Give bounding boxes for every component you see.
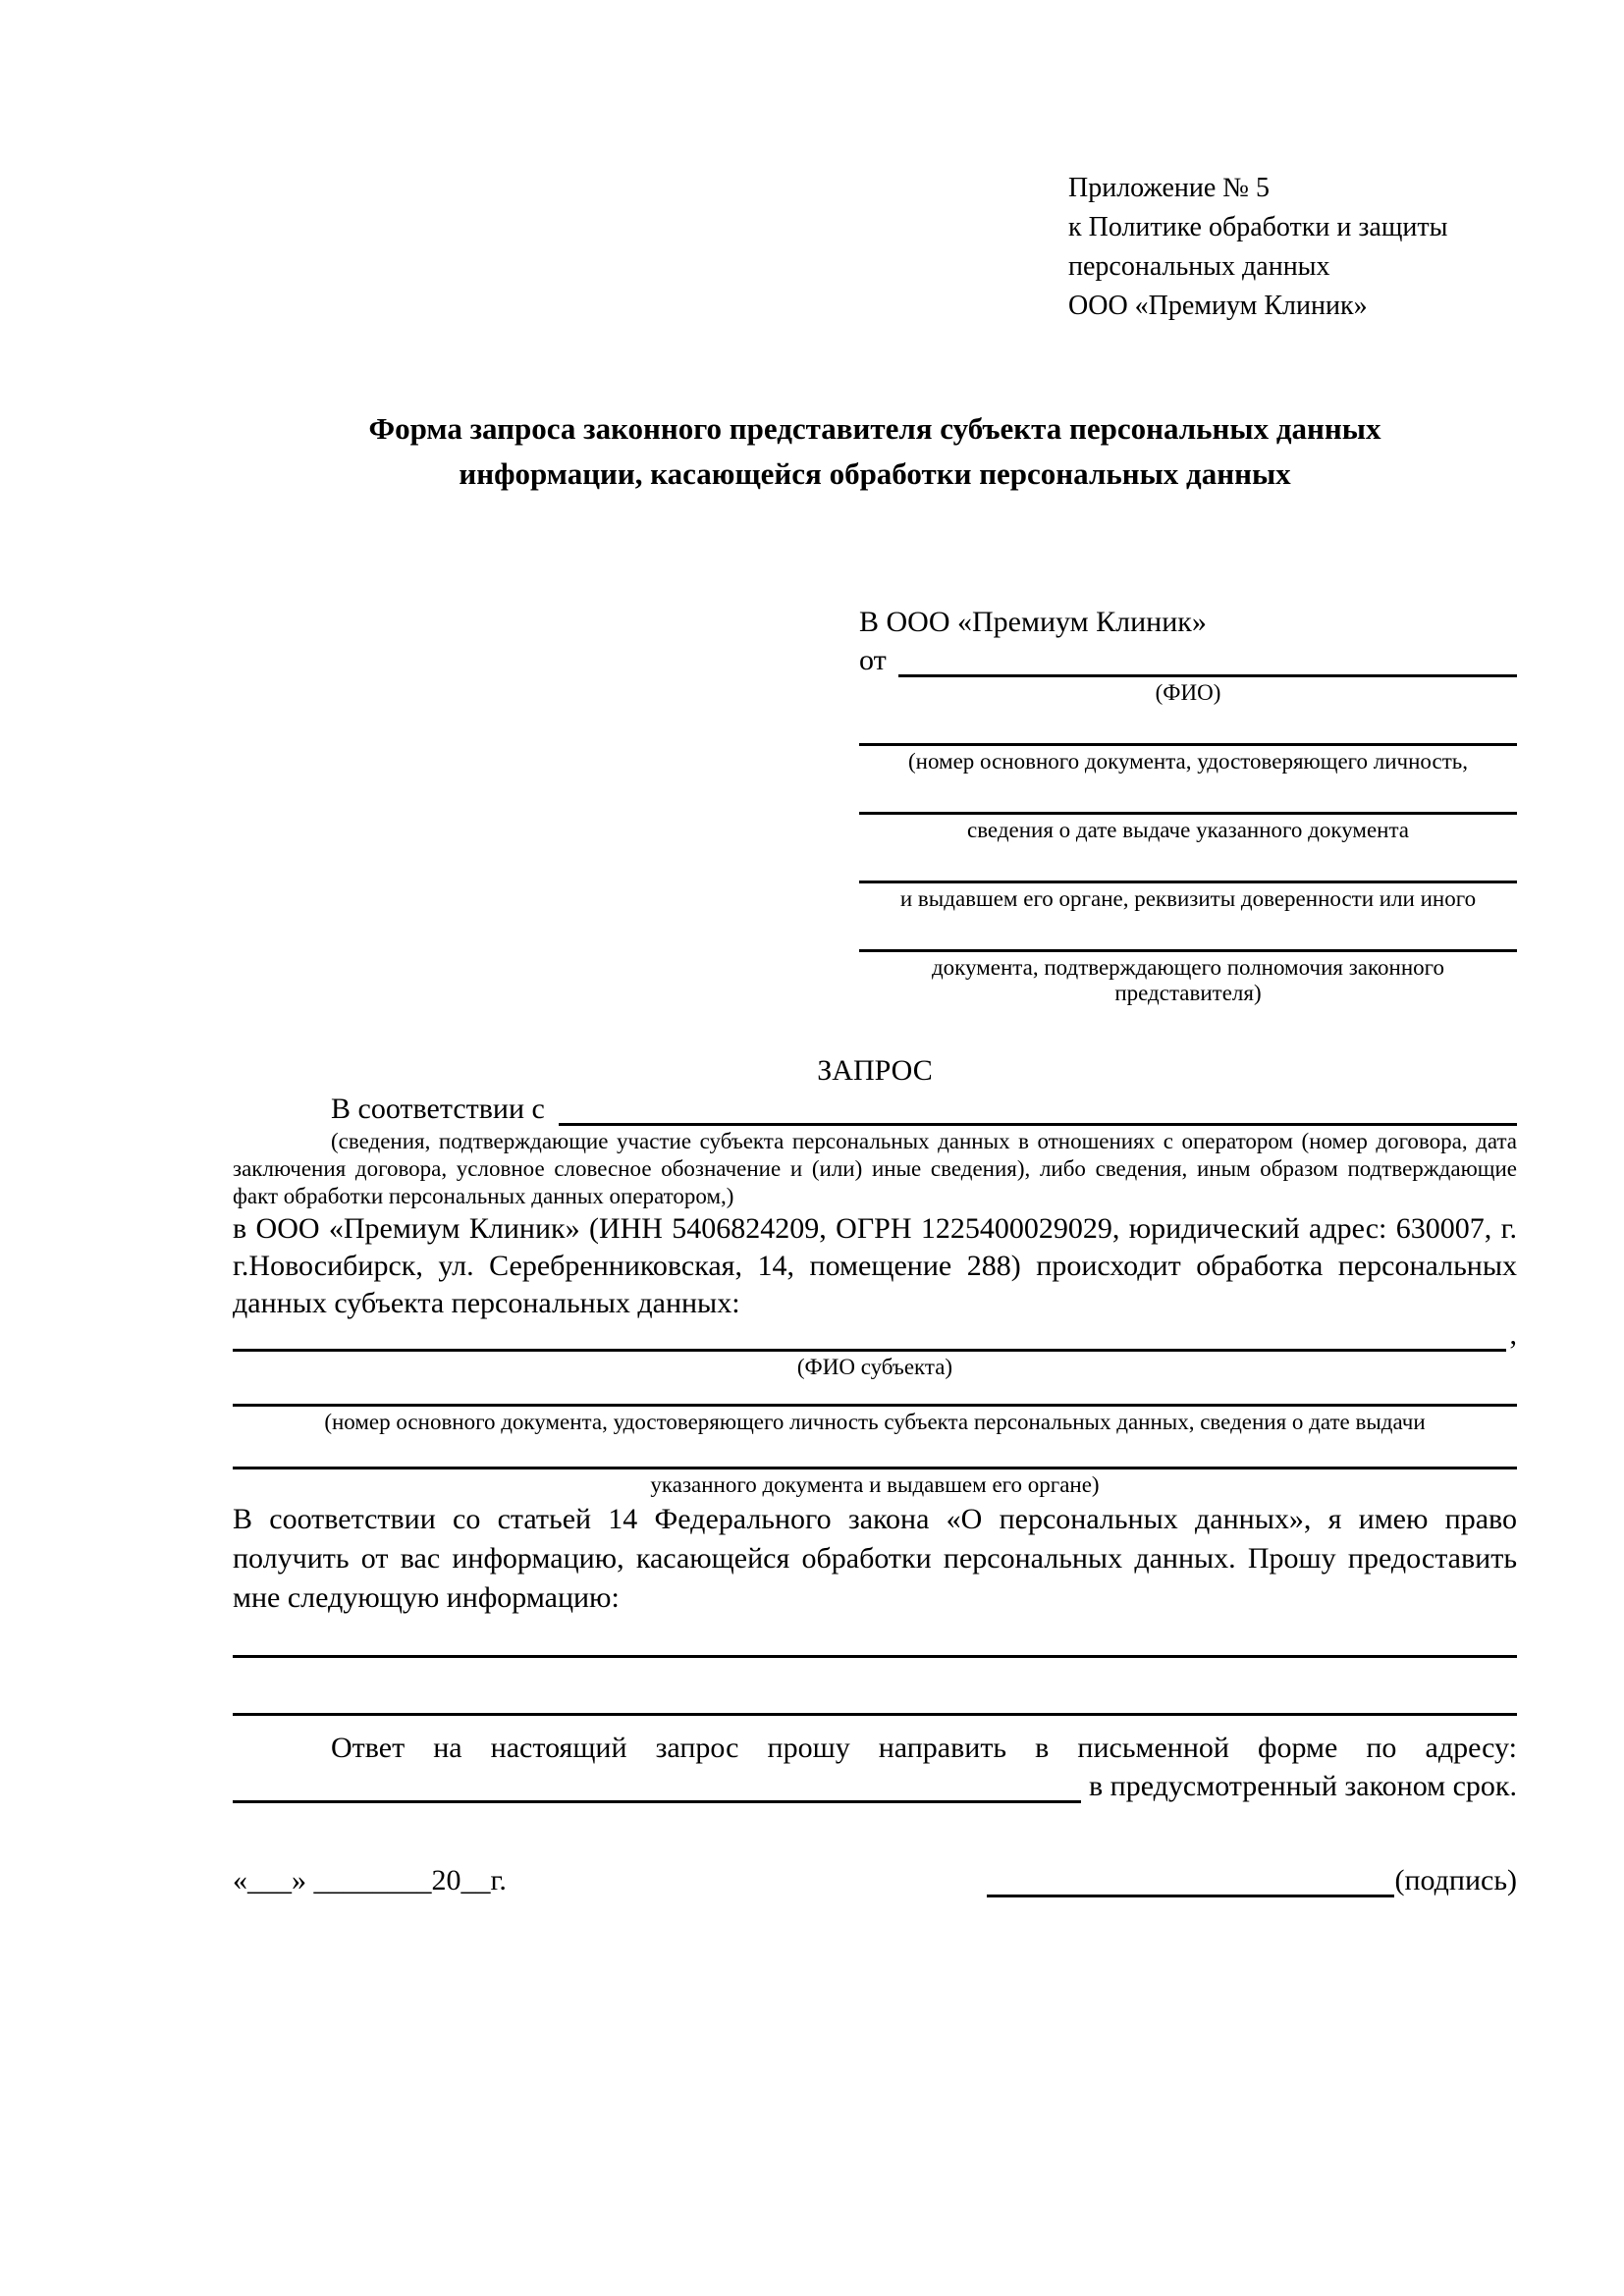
doc-blank-caption-1: (номер основного документа, удостоверяющего личность, [907, 749, 1468, 774]
subject-doc-caption-1: (номер основного документа, удостоверяющего личность субъекта персональных данных, сведения о дате выдачи [324, 1410, 1426, 1434]
subject-fio-blank-line [233, 1349, 1506, 1352]
annex-header [1068, 169, 1517, 326]
doc-blank-line-2 [859, 784, 1517, 815]
fio-blank-line [898, 674, 1517, 677]
annex-line-4: ООО «Премиум Клиник» [1068, 291, 1368, 321]
doc-blank-line-4 [859, 922, 1517, 952]
fio-caption: (ФИО) [1155, 680, 1221, 705]
subject-doc-blank-line-1 [233, 1380, 1517, 1407]
info-blank-line-1 [233, 1635, 1517, 1658]
annex-line-2: к Политике обработки и защиты [1068, 212, 1448, 242]
document-title [233, 406, 1517, 497]
answer-blank-line [233, 1800, 1081, 1803]
operator-paragraph: в ООО «Премиум Клиник» (ИНН 5406824209, ОГРН 1225400029029, юридический адрес: 630007, г. г.Новосибирск, ул. Серебренниковская, 14, помещение 288) происходит обработка персональных данных субъекта персональных данных: [233, 1212, 1517, 1319]
annex-line-3: персональных данных [1068, 251, 1330, 282]
signature-blank-line [987, 1867, 1394, 1897]
accordance-label: В соответствии с [331, 1093, 545, 1125]
subject-fio-line [233, 1318, 1517, 1352]
doc-blank-caption-2: сведения о дате выдаче указанного документа [966, 818, 1410, 842]
date-line: «___» ________20__г. [233, 1864, 507, 1896]
title-line-2: информации, касающейся обработки персональных данных [459, 456, 1291, 491]
subject-fio-caption: (ФИО субъекта) [796, 1355, 953, 1379]
answer-line-1: Ответ на настоящий запрос прошу направить в письменной форме по адресу: [331, 1732, 1517, 1764]
answer-line-2-text: в предусмотренный законом срок. [1089, 1770, 1517, 1802]
doc-blank-line-3 [859, 853, 1517, 883]
request-heading: ЗАПРОС [817, 1054, 933, 1087]
doc-blank-line-1 [859, 716, 1517, 746]
title-line-1: Форма запроса законного представителя субъекта персональных данных [368, 411, 1381, 446]
subject-doc-blank-line-2 [233, 1443, 1517, 1469]
signature-row [233, 1864, 1517, 1897]
addressee-org: В ООО «Премиум Клиник» [859, 606, 1207, 638]
from-label: от [859, 644, 887, 676]
signature-caption: (подпись) [1394, 1864, 1517, 1896]
accordance-line [233, 1093, 1517, 1126]
from-line [859, 644, 1517, 677]
law-paragraph: В соответствии со статьей 14 Федерального закона «О персональных данных», я имею право получить от вас информацию, касающейся обработки персональных данных. Прошу предоставить мне следующую информацию: [233, 1503, 1517, 1614]
doc-blank-caption-4: документа, подтверждающего полномочия законного представителя) [931, 955, 1444, 1005]
doc-blank-caption-3: и выдавшем его органе, реквизиты доверенности или иного [899, 886, 1477, 911]
signature-area [987, 1864, 1517, 1897]
comma: , [1509, 1318, 1517, 1351]
annex-line-1: Приложение № 5 [1068, 173, 1270, 203]
answer-line-2 [233, 1770, 1517, 1803]
accordance-blank-line [559, 1123, 1517, 1126]
subject-doc-caption-2: указанного документа и выдавшем его органе) [650, 1472, 1100, 1497]
addressee-block [859, 601, 1517, 1006]
info-blank-line-2 [233, 1693, 1517, 1716]
accordance-caption: (сведения, подтверждающие участие субъекта персональных данных в отношениях с оператором (номер договора, дата заключения договора, условное словесное обозначение и (или) иные сведения), либо сведения, иным образом подтверждающие факт обработки персональных данных оператором,) [233, 1129, 1517, 1208]
